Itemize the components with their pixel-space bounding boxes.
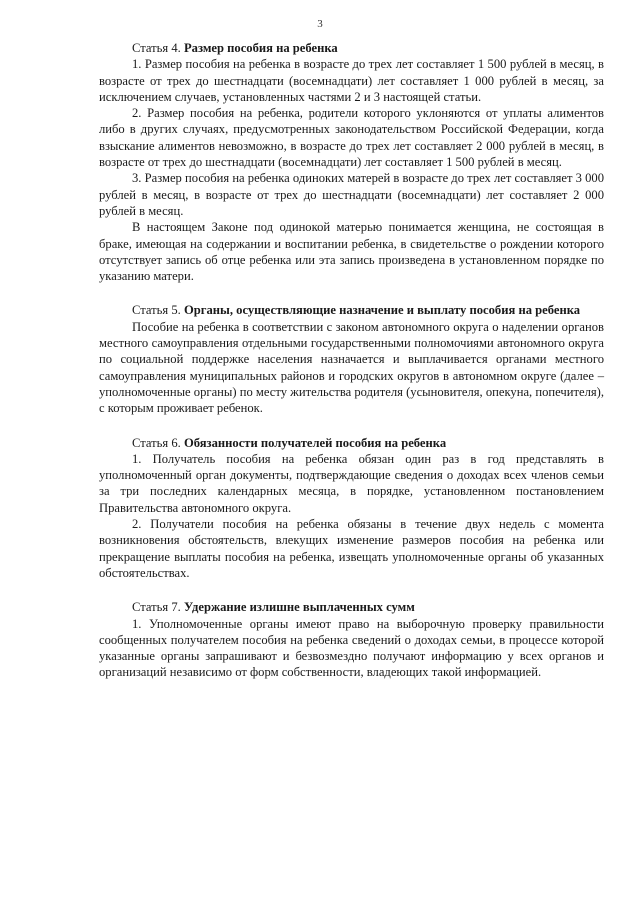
- article-heading: [99, 302, 604, 318]
- page-number: 3: [317, 18, 323, 30]
- article-paragraph: 1. Получатель пособия на ребенка обязан один раз в год представлять в уполномоченный орган документы, подтверждающие сведения о доходах всех членов семьи за три последних календарных месяца, в порядке, установленном постановлением Правительства автономного округа.: [99, 451, 604, 515]
- article-6: [99, 435, 604, 582]
- article-paragraph: 3. Размер пособия на ребенка одиноких матерей в возрасте до трех лет составляет 3 000 рублей в месяц, в возрасте от трех до шестнадцати (восемнадцати) лет составляет 2 000 рублей в месяц.: [99, 171, 604, 218]
- article-paragraph: 1. Уполномоченные органы имеют право на выборочную проверку правильности сообщенных получателем пособия на ребенка сведений о доходах семьи, в процессе которой указанные органы запрашивают и безвозмездно получают информацию у всех органов и организаций независимо от форм собственности, владеющих такой информацией.: [99, 616, 604, 680]
- article-heading: [99, 599, 604, 615]
- article-number: Статья 7.: [132, 600, 181, 615]
- article-title: Обязанности получателей пособия на ребенка: [183, 435, 447, 450]
- article-paragraph: Пособие на ребенка в соответствии с законом автономного округа о наделении органов местного самоуправления отдельными государственными полномочиями автономного округа по социальной поддержке населения назначается и выплачивается органами местного самоуправления муниципальных районов и городских округов в автономном округе (далее – уполномоченные органы) по месту жительства родителя (усыновителя, опекуна, попечителя), с которым проживает ребенок.: [99, 319, 604, 416]
- article-number: Статья 4.: [132, 41, 181, 55]
- article-paragraph: 2. Размер пособия на ребенка, родители которого уклоняются от уплаты алиментов либо в других случаях, предусмотренных законодательством Российской Федерации, когда взыскание алиментов невозможно, в возрасте до трех лет составляет 2 000 рублей в месяц, в возрасте от трех до шестнадцати (восемнадцати) лет составляет 1 500 рублей в месяц.: [99, 106, 604, 170]
- article-number: Статья 5.: [132, 303, 181, 318]
- article-7: [99, 599, 604, 680]
- article-paragraph: 2. Получатели пособия на ребенка обязаны в течение двух недель с момента возникновения обстоятельств, влекущих изменение размеров пособия на ребенка или прекращение выплаты пособия на ребенка, извещать уполномоченные органы об указанных обстоятельствах.: [99, 517, 604, 580]
- article-number: Статья 6.: [132, 435, 181, 450]
- document-body: [99, 40, 604, 699]
- article-heading: [99, 40, 604, 56]
- article-paragraph: 1. Размер пособия на ребенка в возрасте до трех лет составляет 1 500 рублей в месяц, в возрасте от трех до шестнадцати (восемнадцати) лет составляет 1 000 рублей в месяц, за исключением случаев, установленных частями 2 и 3 настоящей статьи.: [99, 57, 604, 104]
- article-heading: [99, 435, 604, 451]
- article-title: Органы, осуществляющие назначение и выплату пособия на ребенка: [183, 303, 581, 318]
- article-title: Размер пособия на ребенка: [183, 41, 338, 55]
- article-4: [99, 40, 604, 284]
- article-title: Удержание излишне выплаченных сумм: [183, 600, 415, 615]
- article-5: [99, 302, 604, 416]
- article-paragraph: В настоящем Законе под одинокой матерью понимается женщина, не состоящая в браке, имеющая на содержании и воспитании ребенка, в свидетельстве о рождении которого отсутствует запись об отце ребенка или эта запись произведена в установленном порядке по указанию матери.: [99, 220, 604, 284]
